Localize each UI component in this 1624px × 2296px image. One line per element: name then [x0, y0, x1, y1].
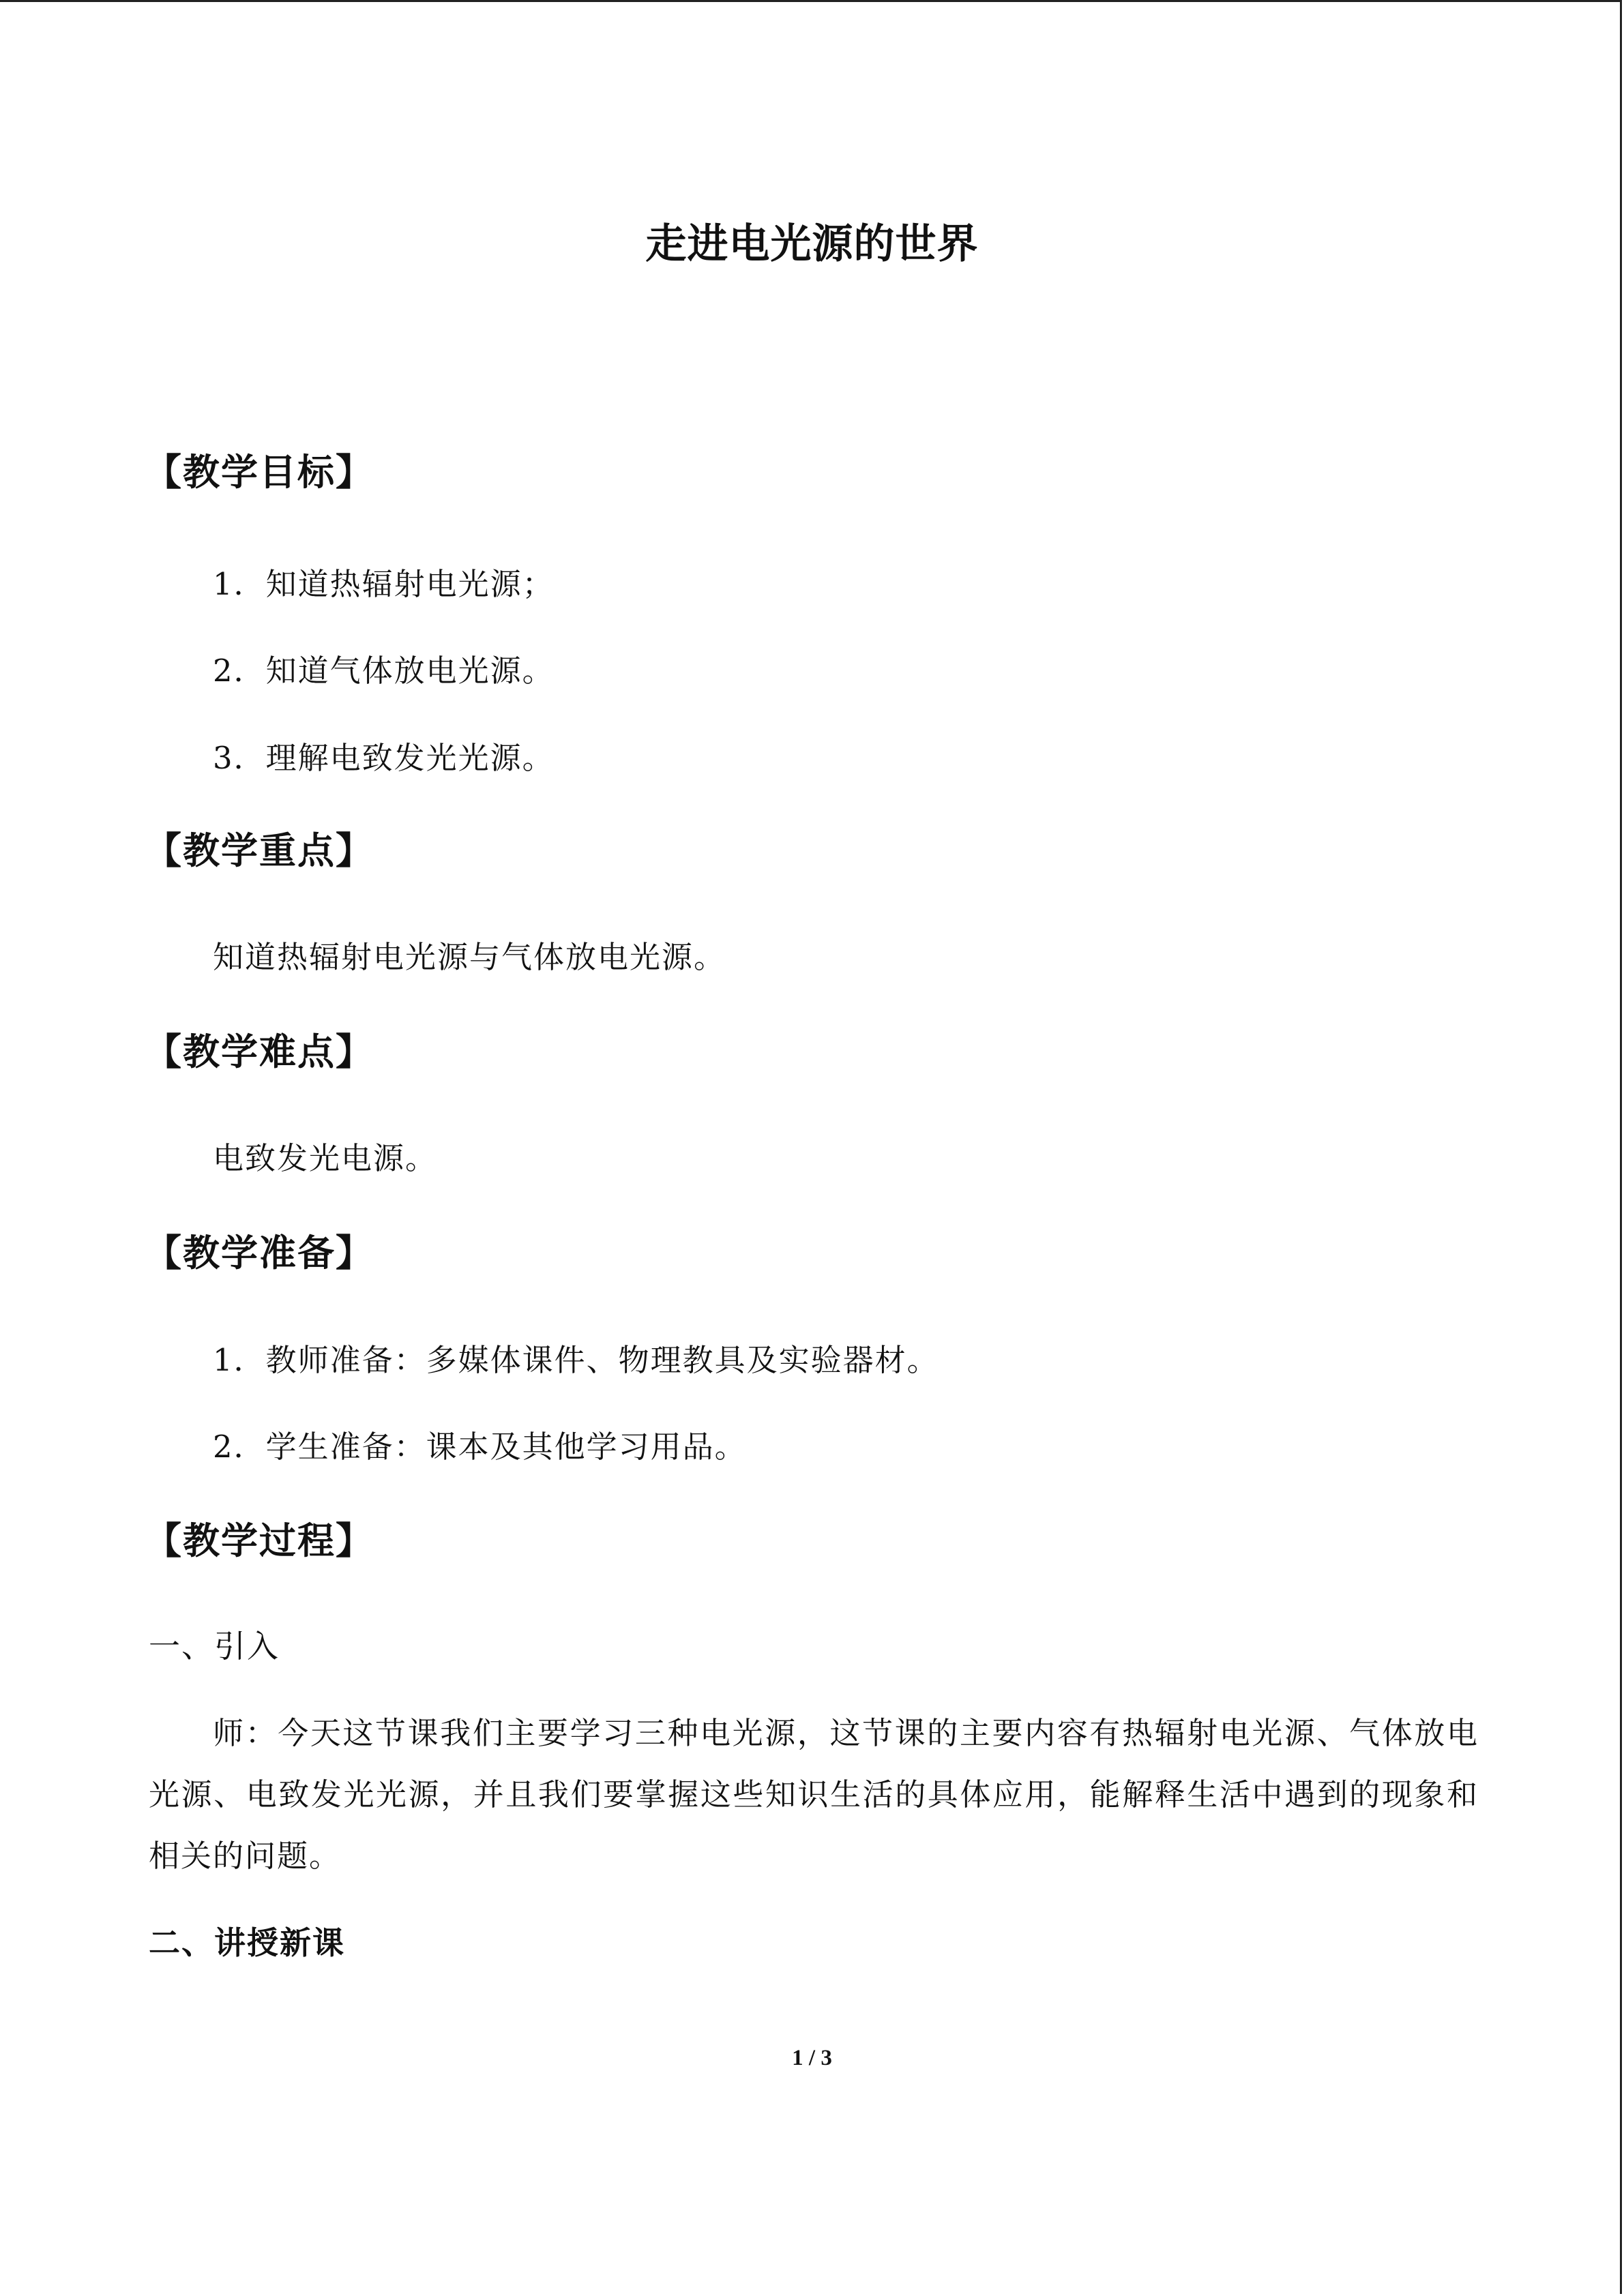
process-part2-heading: 二、讲授新课	[149, 1924, 345, 1961]
preparation-item-2: 2．学生准备：课本及其他学习用品。	[213, 1429, 747, 1465]
process-part1-paragraph: 师：今天这节课我们主要学习三种电光源，这节课的主要内容有热辐射电光源、气体放电光源、电致发光光源，并且我们要掌握这些知识生活的具体应用，能解释生活中遇到的现象和相关的问题。	[149, 1715, 1479, 1874]
objective-item-1: 1．知道热辐射电光源；	[213, 566, 555, 602]
key-points-text: 知道热辐射电光源与气体放电光源。	[213, 939, 726, 975]
heading-key-points: 【教学重点】	[145, 829, 374, 872]
heading-objectives: 【教学目标】	[145, 451, 374, 494]
preparation-item-1: 1．教师准备：多媒体课件、物理教具及实验器材。	[213, 1342, 939, 1378]
page-number: 1 / 3	[792, 2046, 832, 2070]
process-part1-heading: 一、引入	[149, 1628, 280, 1665]
heading-difficulties: 【教学难点】	[145, 1030, 374, 1073]
objective-item-3: 3．理解电致发光光源。	[213, 740, 555, 776]
objective-item-2: 2．知道气体放电光源。	[213, 653, 555, 689]
document-title: 走进电光源的世界	[645, 220, 979, 268]
heading-preparation: 【教学准备】	[145, 1232, 374, 1274]
heading-process: 【教学过程】	[145, 1519, 374, 1562]
difficulties-text: 电致发光电源。	[213, 1140, 438, 1176]
